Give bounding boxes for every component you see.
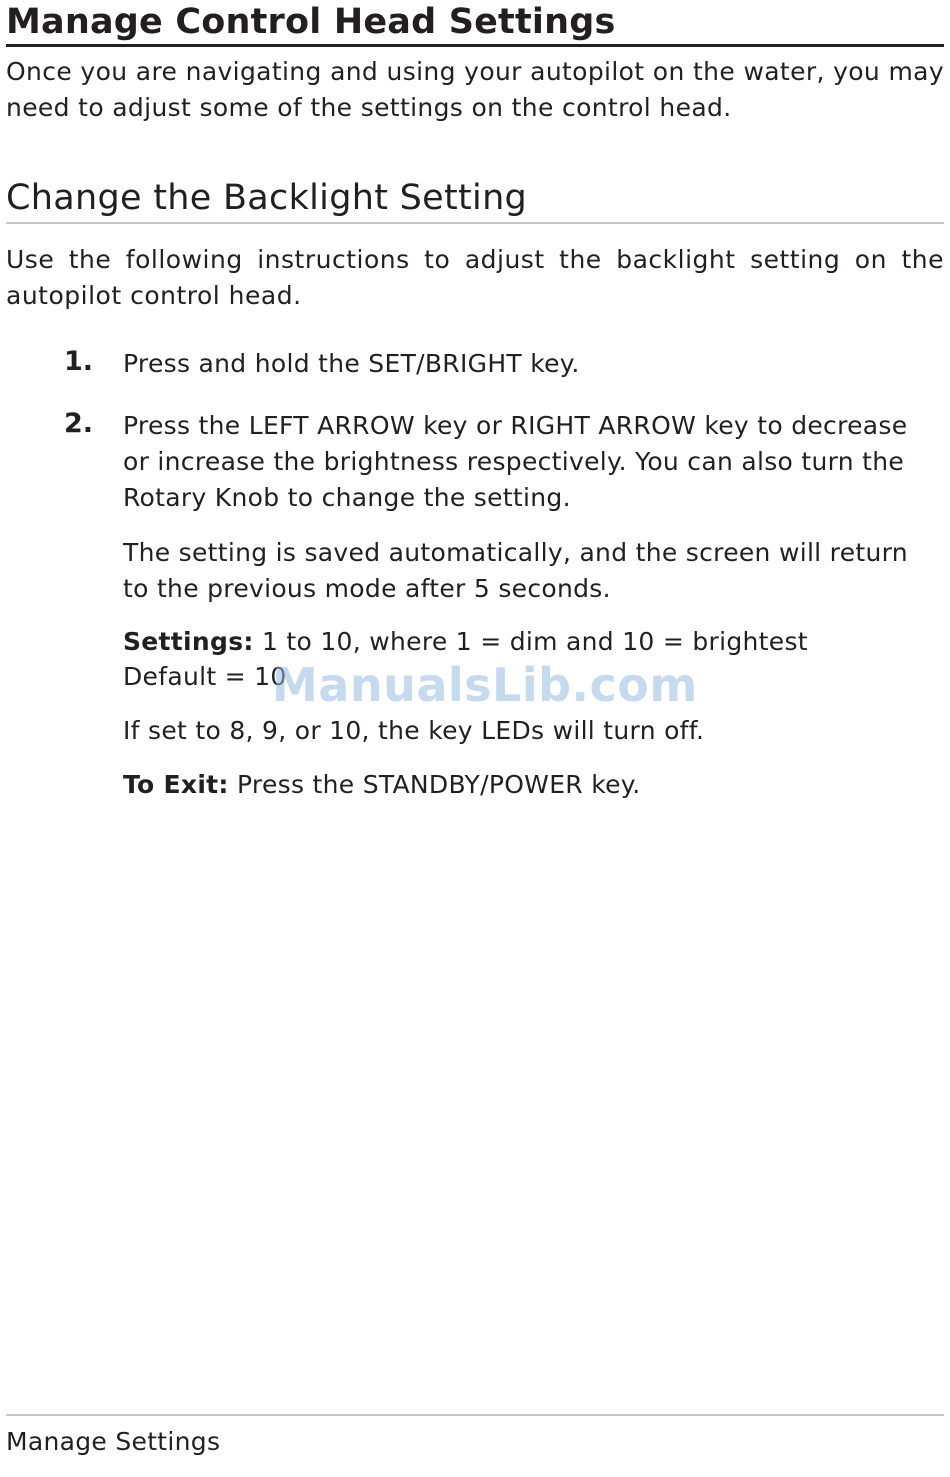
exit-label: To Exit: (123, 770, 229, 799)
exit-value: Press the STANDBY/POWER key. (228, 770, 641, 799)
settings-value: 1 to 10, where 1 = dim and 10 = brightest (253, 627, 808, 656)
manual-page (6, 0, 944, 1477)
title-rule (6, 44, 944, 47)
default-line: Default = 10 (123, 662, 287, 691)
step-text-1: Press and hold the SET/BRIGHT key. (123, 349, 580, 378)
saved-note: The setting is saved automatically, and the screen will return to the previous mode after 5 seconds. (123, 538, 908, 603)
section-rule (6, 222, 944, 224)
leds-note: If set to 8, 9, or 10, the key LEDs will turn off. (123, 716, 705, 745)
step-number-1: 1. (64, 346, 94, 377)
footer-rule (6, 1414, 944, 1416)
section-lead-paragraph: Use the following instructions to adjust the backlight setting on the autopilot control head. (6, 245, 944, 310)
intro-paragraph: Once you are navigating and using your autopilot on the water, you may need to adjust some of the settings on the control head. (6, 57, 944, 122)
step-text-2: Press the LEFT ARROW key or RIGHT ARROW key to decrease or increase the brightness respectively. You can also turn the Rotary Knob to change the setting. (123, 411, 908, 512)
footer-section-name: Manage Settings (6, 1427, 221, 1456)
step-number-2: 2. (64, 408, 94, 439)
watermark: ManualsLib.com (272, 658, 698, 712)
settings-label: Settings: (123, 627, 254, 656)
exit-line (123, 767, 913, 803)
page-title: Manage Control Head Settings (6, 2, 616, 42)
section-heading: Change the Backlight Setting (6, 178, 528, 218)
